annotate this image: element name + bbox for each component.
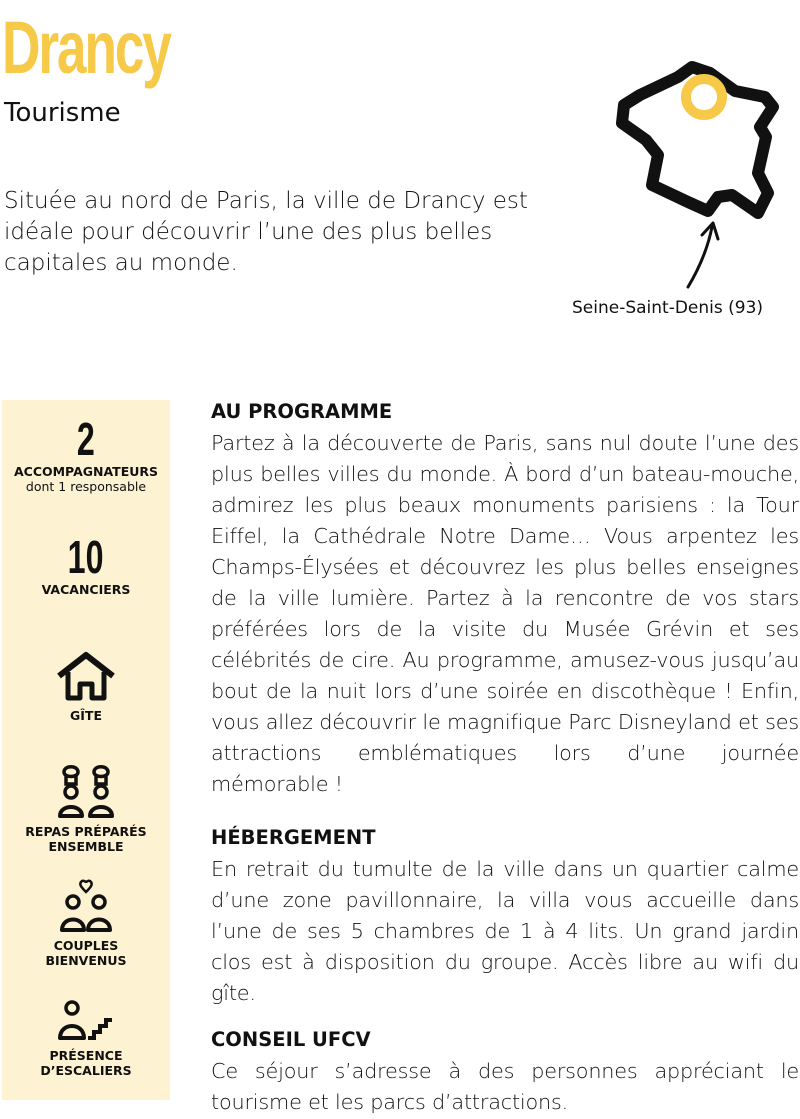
map-caption: Seine-Saint-Denis (93) (572, 298, 764, 318)
section-hebergement (211, 824, 799, 1009)
staff-sub: dont 1 responsable (25, 479, 147, 494)
feature-repas (2, 762, 170, 854)
section-body: En retrait du tumulte de la ville dans un quartier calme d’une zone pavillonnaire, la villa vous accueille dans l’une de ses 5 chambres de 1 à 4 lits. Un grand jardin clos est à disposition du groupe. Accès libre au wifi du gîte. (211, 857, 799, 1005)
intro-text: Située au nord de Paris, la ville de Drancy est idéale pour découvrir l’une des plus belles capitales au monde. (4, 188, 528, 276)
vacanciers-label: VACANCIERS (41, 582, 131, 597)
couple-icon (58, 878, 114, 932)
arrow-icon (688, 227, 712, 287)
section-body: Partez à la découverte de Paris, sans nul doute l’une des plus belles villes du monde. À bord d’un bateau-mouche, admirez les plus beaux monuments parisiens : la Tour Eiffel, la Cathédrale Notre Dame… Vous arpentez les Champs-Élysées et découvrez les plus belles enseignes de la ville lumière. Partez à la rencontre de vos stars préférées lors de la visite du Musée Grévin et ses célébrités de cire. Au programme, amusez-vous jusqu’au bout de la nuit lors d’une soirée en discothèque ! Enfin, vous allez découvrir le magnifique Parc Disneyland et ses attractions emblématiques lors d’une journée mémorable ! (211, 431, 799, 796)
section-heading: CONSEIL UFCV (211, 1028, 371, 1051)
stairs-icon (56, 1000, 116, 1040)
house-icon (54, 650, 118, 702)
location-marker-icon (686, 79, 722, 115)
feature-gite (2, 650, 170, 723)
feature-escaliers (2, 1000, 170, 1078)
section-body: Ce séjour s’adresse à des personnes appréciant le tourisme et les parcs d’attractions. (211, 1059, 799, 1114)
chef-icon (56, 762, 116, 818)
section-conseil (211, 1026, 799, 1118)
staff-label: ACCOMPAGNATEURS (13, 464, 159, 479)
feature-couples (2, 878, 170, 968)
section-programme (211, 398, 799, 800)
feature-gite-label: GÎTE (70, 708, 102, 723)
vacanciers-count: 10 (68, 531, 104, 583)
page-subtitle: Tourisme (4, 98, 121, 128)
feature-couples-label: COUPLES BIENVENUS (45, 938, 127, 968)
staff-count: 2 (77, 413, 95, 465)
feature-escaliers-label: PRÉSENCE D’ESCALIERS (40, 1048, 132, 1078)
staff-stat (2, 414, 170, 494)
france-map-icon (600, 55, 800, 295)
page-title: Drancy (2, 6, 170, 89)
vacanciers-stat (2, 532, 170, 597)
section-heading: AU PROGRAMME (211, 400, 393, 423)
info-sidebar (2, 400, 170, 1100)
feature-repas-label: REPAS PRÉPARÉS ENSEMBLE (25, 824, 147, 854)
section-heading: HÉBERGEMENT (211, 826, 376, 849)
